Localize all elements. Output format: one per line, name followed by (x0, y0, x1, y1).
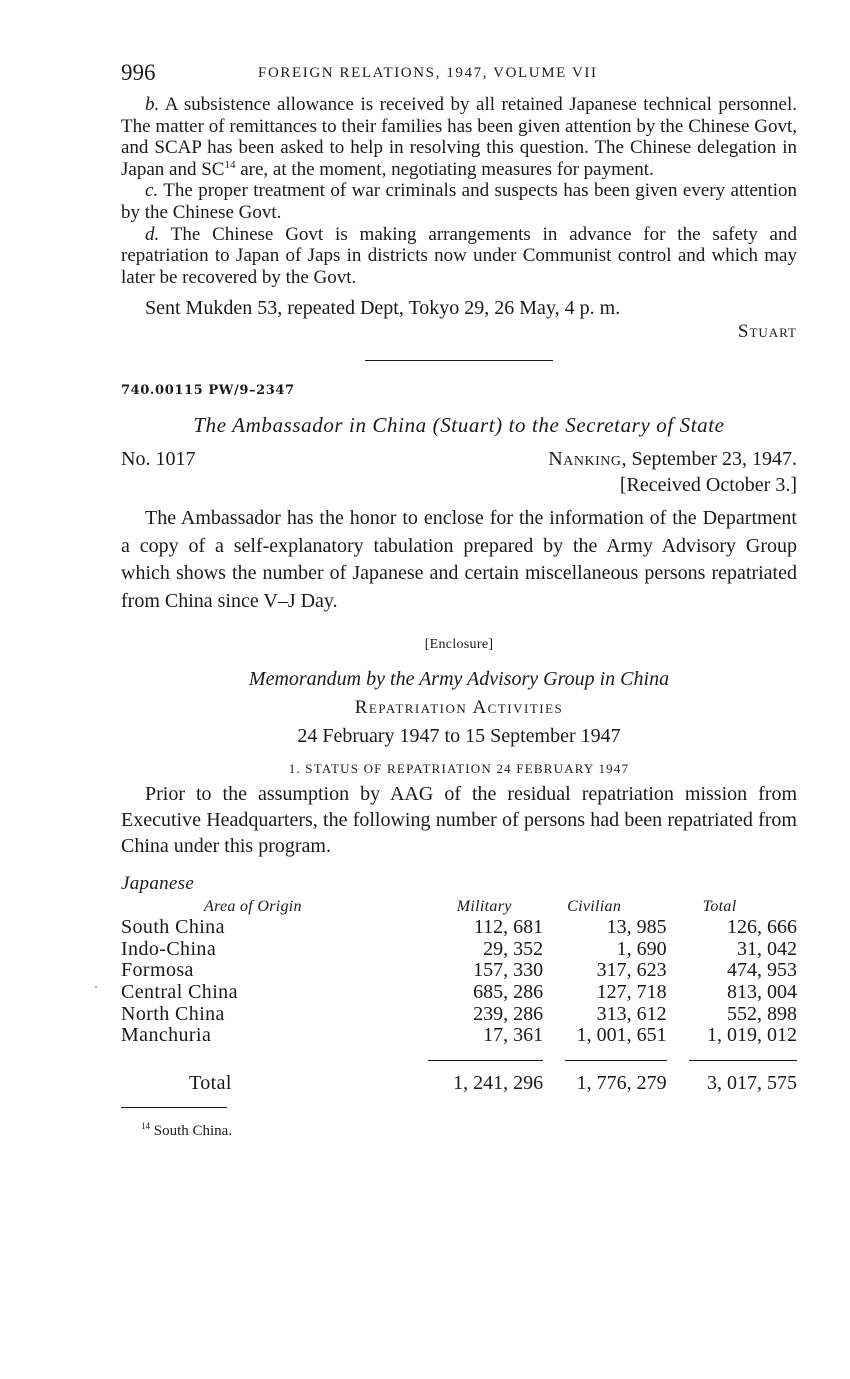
paragraph-c-text: The proper treatment of war criminals and suspects has been given every attention by the Chinese Govt. (121, 180, 797, 223)
activities-title: Repatriation Activities (354, 696, 564, 718)
sum-rule (428, 1060, 543, 1061)
header-civilian: Civilian (567, 897, 622, 915)
signature: Stuart (737, 321, 797, 343)
section-heading: 1. STATUS OF REPATRIATION 24 FEBRUARY 1947 (288, 760, 630, 776)
cell-military: 112, 681 (473, 915, 544, 938)
margin-speck (95, 986, 97, 988)
cell-civilian: 13, 985 (606, 915, 667, 938)
table-label: Japanese (121, 872, 195, 894)
document-number: No. 1017 (121, 448, 196, 471)
document-dateline (548, 448, 797, 471)
total-military: 1, 241, 296 (453, 1071, 544, 1094)
paragraph-d-text: The Chinese Govt is making arrangements in advance for the safety and repatriation to Japan of Japs in districts now under Communist control and which may later be recovered by the Govt. (121, 223, 797, 288)
memo-title: Memorandum by the Army Advisory Group in China (248, 667, 670, 690)
document-page (121, 60, 797, 1140)
received-date: [Received October 3.] (619, 474, 797, 497)
paragraph-c-label: c. (145, 180, 159, 202)
document-date: , September 23, 1947. (621, 448, 797, 471)
cell-area: South China (121, 915, 225, 938)
total-civilian: 1, 776, 279 (576, 1071, 667, 1094)
cell-total: 126, 666 (727, 915, 797, 938)
header-total: Total (702, 897, 737, 915)
paragraph-b (121, 94, 797, 180)
table-row (121, 939, 797, 961)
table-row (121, 1025, 797, 1047)
cell-area: Indo-China (121, 937, 217, 960)
cell-area: Central China (121, 981, 238, 1004)
repatriation-table (121, 897, 797, 1097)
footnote-reference[interactable]: 14 (224, 158, 236, 171)
paragraph-b-text-end: are, at the moment, negotiating measures for payment. (235, 158, 654, 180)
cell-area: Formosa (121, 959, 194, 982)
cell-total: 552, 898 (727, 1002, 797, 1025)
paragraph-c (121, 180, 797, 223)
table-row (121, 960, 797, 982)
footnote-text: South China. (150, 1122, 233, 1139)
cell-total: 474, 953 (727, 959, 797, 982)
file-number: 740.00115 PW/9–2347 (121, 383, 295, 399)
paragraph-d (121, 224, 797, 289)
cell-civilian: 317, 623 (596, 959, 667, 982)
cell-area: Manchuria (121, 1024, 212, 1047)
footnote-rule (121, 1107, 227, 1108)
cell-total: 1, 019, 012 (707, 1024, 797, 1047)
sent-line: Sent Mukden 53, repeated Dept, Tokyo 29, 26 May, 4 p. m. (145, 297, 621, 320)
table-row (121, 917, 797, 939)
footnote-mark: 14 (141, 1120, 150, 1131)
running-header (121, 60, 797, 94)
sum-rule-row (121, 1047, 797, 1069)
footnote (121, 1120, 797, 1140)
cell-military: 29, 352 (483, 937, 544, 960)
table-row (121, 1004, 797, 1026)
cell-military: 157, 330 (473, 959, 544, 982)
cell-military: 239, 286 (473, 1002, 544, 1025)
document-body: The Ambassador has the honor to enclose for the information of the Department a copy of a self-explanatory tabulation prepared by the Army Advisory Group which shows the number of Japanese and certain miscellaneous persons repatriated from China since V–J Day. (121, 507, 797, 612)
header-area: Area of Origin (204, 897, 302, 915)
cell-total: 31, 042 (737, 937, 797, 960)
document-place: Nanking (548, 448, 622, 471)
cell-military: 685, 286 (473, 981, 544, 1004)
section-divider (365, 360, 553, 361)
table-total-row (121, 1069, 797, 1097)
cell-total: 813, 004 (727, 981, 797, 1004)
header-military: Military (456, 897, 512, 915)
cell-area: North China (121, 1002, 225, 1025)
sum-rule (689, 1060, 797, 1061)
cell-civilian: 1, 690 (616, 937, 667, 960)
cell-civilian: 1, 001, 651 (576, 1024, 667, 1047)
running-title: FOREIGN RELATIONS, 1947, VOLUME VII (258, 65, 598, 81)
cell-civilian: 313, 612 (596, 1002, 667, 1025)
cell-civilian: 127, 718 (596, 981, 667, 1004)
table-header-row (121, 897, 797, 917)
sum-rule (565, 1060, 666, 1061)
total-label: Total (189, 1071, 232, 1094)
table-row (121, 982, 797, 1004)
paragraph-d-label: d. (145, 223, 160, 245)
intro-paragraph: Prior to the assumption by AAG of the residual repatriation mission from Executive Headquarters, the following number of persons had been repatriated from China under this program. (121, 782, 797, 857)
document-heading: The Ambassador in China (Stuart) to the Secretary of State (193, 413, 725, 438)
page-number: 996 (121, 60, 156, 85)
date-range: 24 February 1947 to 15 September 1947 (297, 724, 621, 747)
cell-military: 17, 361 (483, 1024, 544, 1047)
paragraph-b-text: A subsistence allowance is received by all retained Japanese technical personnel. The matter of remittances to their families has been given attention by the Chinese Govt, and SCAP has been asked to help in resolving this question. The Chinese delegation in Japan and SC (121, 94, 797, 180)
document-number-line (121, 448, 797, 475)
total-total: 3, 017, 575 (707, 1071, 797, 1094)
enclosure-label: [Enclosure] (424, 636, 494, 652)
paragraph-b-label: b. (145, 94, 160, 115)
